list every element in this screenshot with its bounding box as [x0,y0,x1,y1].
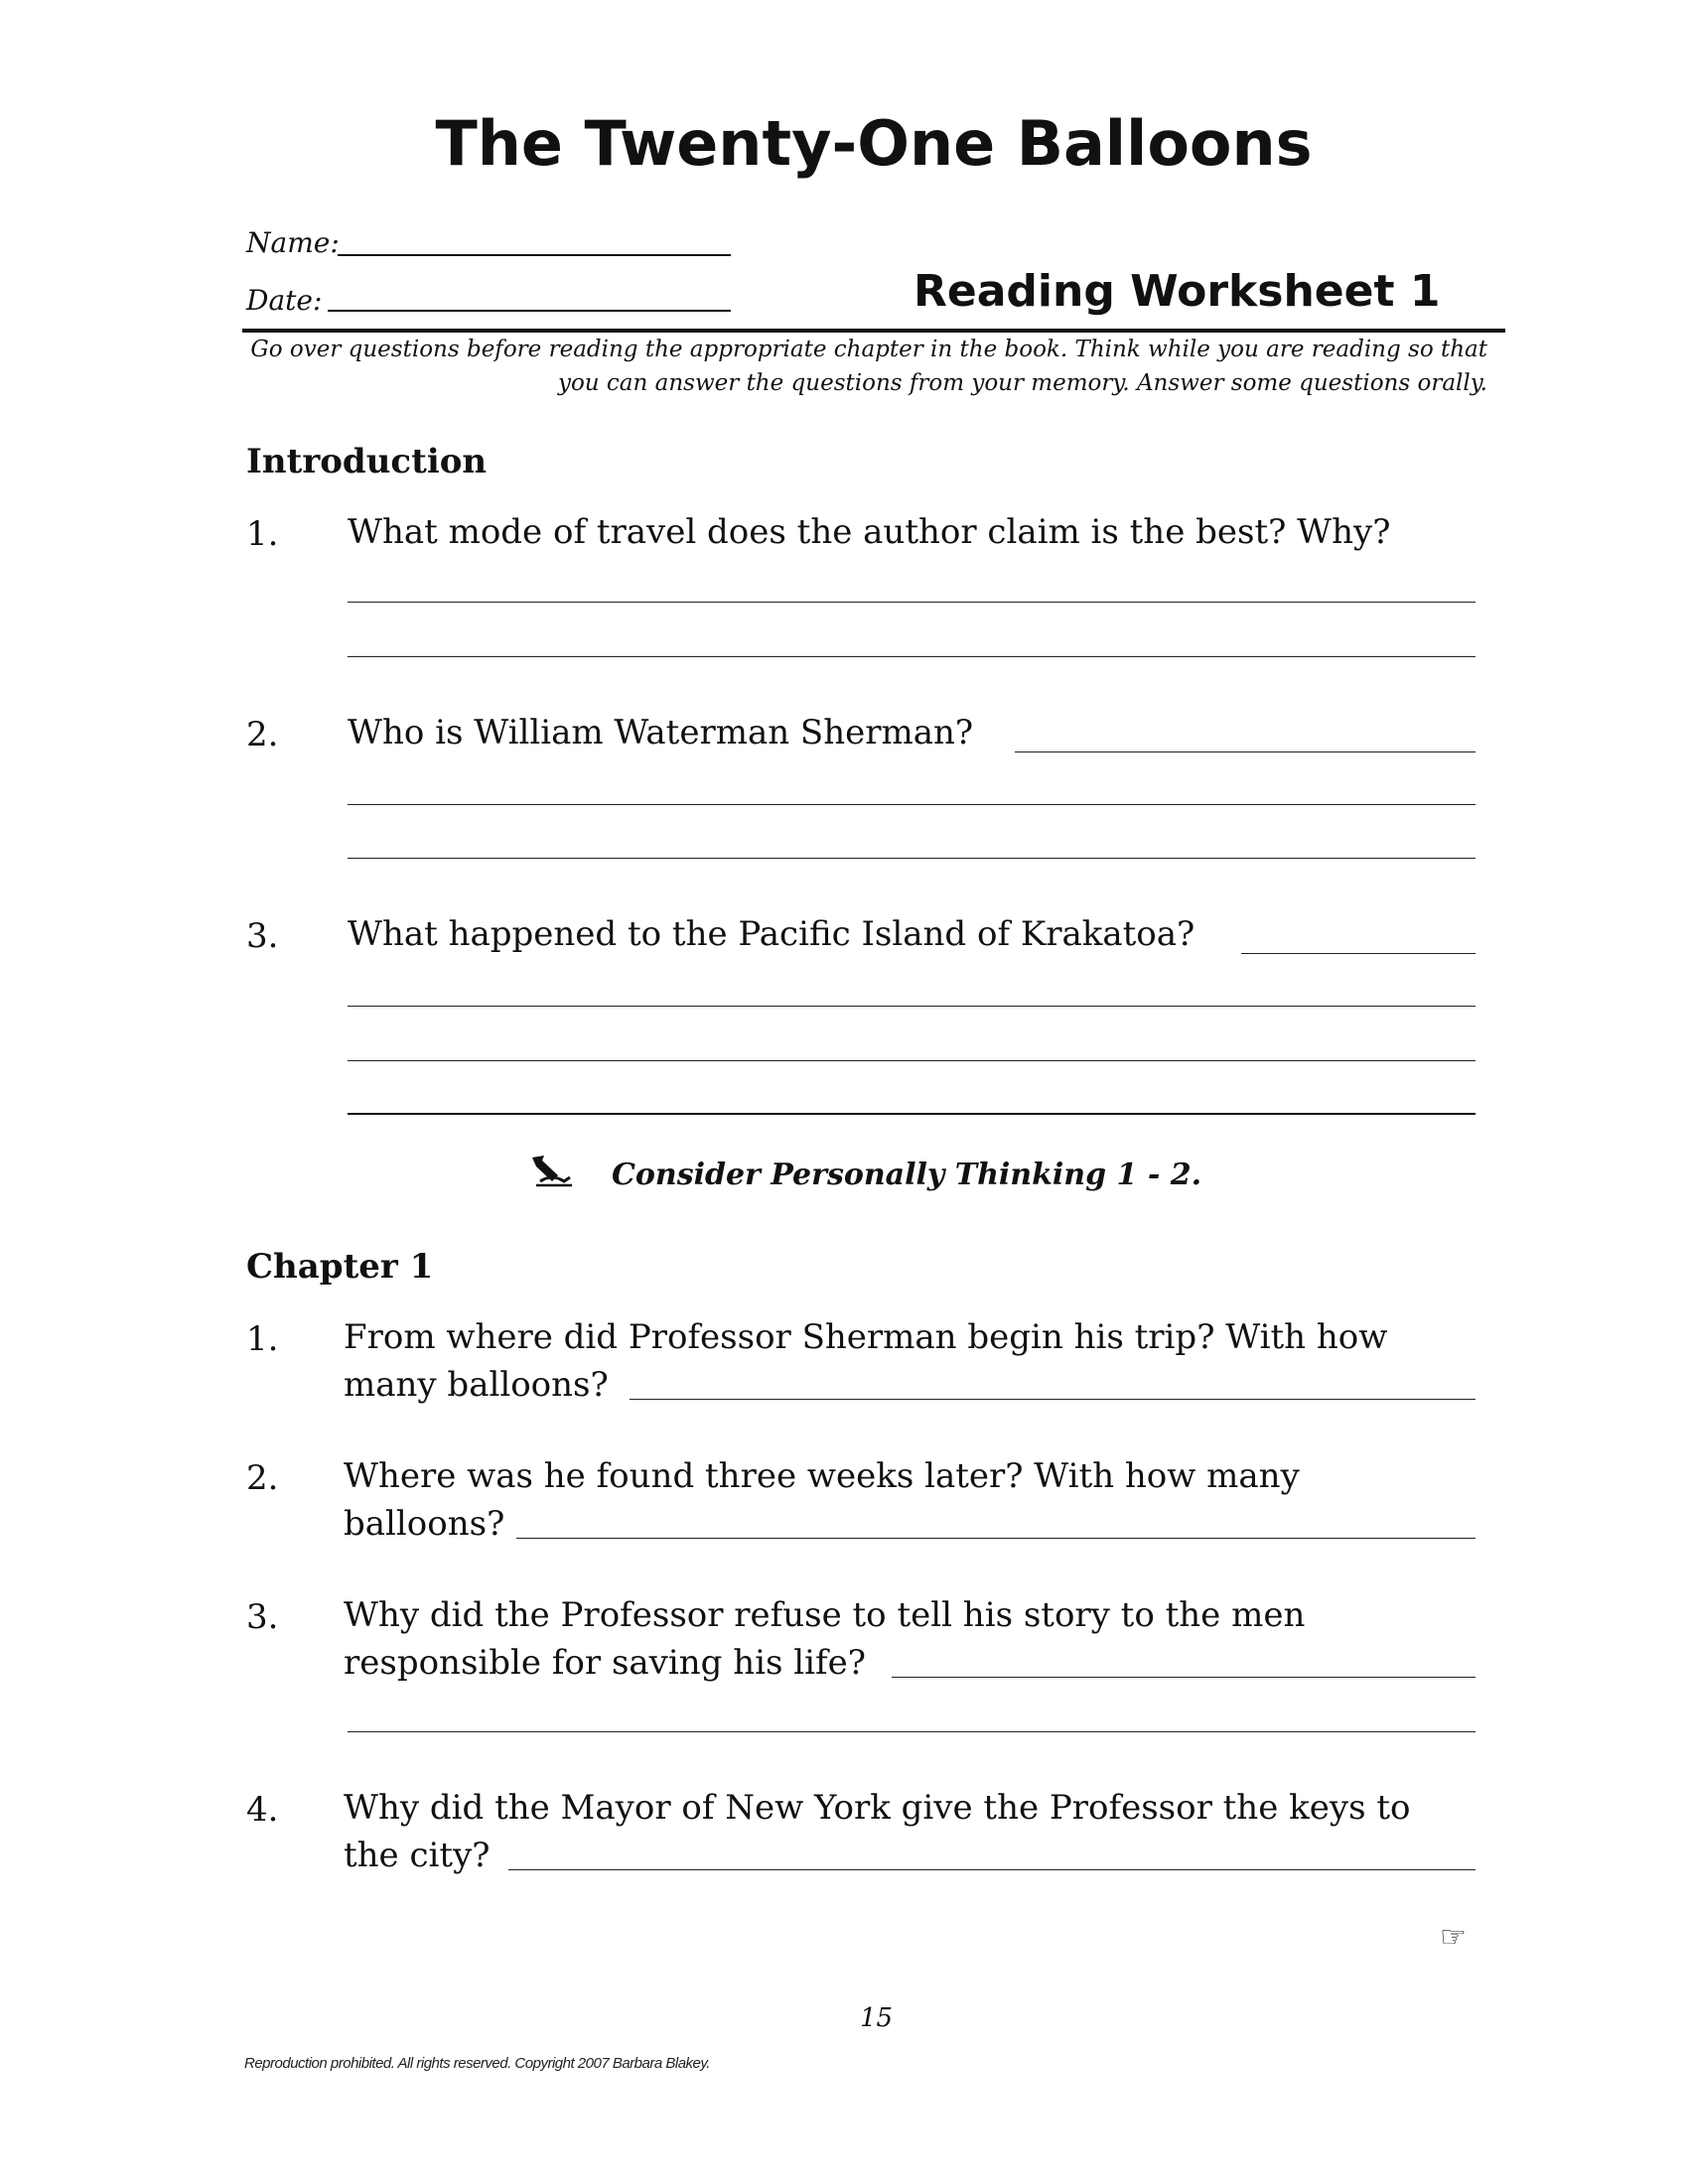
page-number: 15 [860,2003,894,2033]
chapter-question-line: Where was he found three weeks later? With how many [344,1456,1300,1496]
answer-line[interactable] [892,1677,1476,1678]
name-label: Name: [246,226,340,259]
answer-line[interactable] [348,656,1476,657]
chapter-question-line: the city? [344,1836,491,1875]
intro-question-number: 3. [246,916,279,956]
instructions-text: Go over questions before reading the appropriate chapter in the book. Think while you are reading so that you can answer the questions from your memory. Answer some questions orally. [250,337,1487,396]
section-heading-chapter-1: Chapter 1 [246,1247,434,1287]
consider-note: Consider Personally Thinking 1 - 2. [612,1158,1202,1192]
answer-line[interactable] [348,858,1476,859]
chapter-question-number: 3. [246,1597,279,1637]
chapter-question-number: 2. [246,1458,279,1498]
answer-line[interactable] [348,1731,1476,1732]
chapter-question-number: 4. [246,1790,279,1830]
intro-question-text: What mode of travel does the author claim is the best? Why? [348,512,1391,552]
reading-worksheet-title: Reading Worksheet 1 [914,266,1441,317]
answer-line[interactable] [348,1006,1476,1007]
answer-line[interactable] [516,1538,1476,1539]
answer-line[interactable] [630,1399,1476,1400]
answer-line[interactable] [348,602,1476,603]
intro-question-text: What happened to the Pacific Island of Krakatoa? [348,914,1196,954]
section-heading-introduction: Introduction [246,442,488,481]
pencil-writing-icon [528,1152,576,1191]
answer-line[interactable] [348,1113,1476,1115]
intro-question-number: 2. [246,715,279,754]
name-field[interactable] [338,254,731,256]
chapter-question-line: many balloons? [344,1365,609,1405]
chapter-question-line: Why did the Mayor of New York give the Professor the keys to [344,1788,1411,1828]
date-label: Date: [246,284,323,317]
chapter-question-line: responsible for saving his life? [344,1643,866,1683]
chapter-question-line: From where did Professor Sherman begin his trip? With how [344,1317,1388,1357]
answer-line[interactable] [508,1869,1476,1870]
copyright-footer: Reproduction prohibited. All rights reserved. Copyright 2007 Barbara Blakey. [244,2055,710,2072]
intro-question-number: 1. [246,514,279,554]
intro-question-text: Who is William Waterman Sherman? [348,713,974,752]
answer-line[interactable] [348,1060,1476,1061]
date-field[interactable] [328,310,731,312]
answer-line[interactable] [1015,751,1476,752]
chapter-question-number: 1. [246,1319,279,1359]
chapter-question-line: balloons? [344,1504,505,1544]
answer-line[interactable] [1241,953,1476,954]
chapter-question-line: Why did the Professor refuse to tell his story to the men [344,1595,1306,1635]
pointing-hand-icon: ☞ [1440,1920,1467,1955]
answer-line[interactable] [348,804,1476,805]
worksheet-main-title: The Twenty-One Balloons [435,107,1313,180]
